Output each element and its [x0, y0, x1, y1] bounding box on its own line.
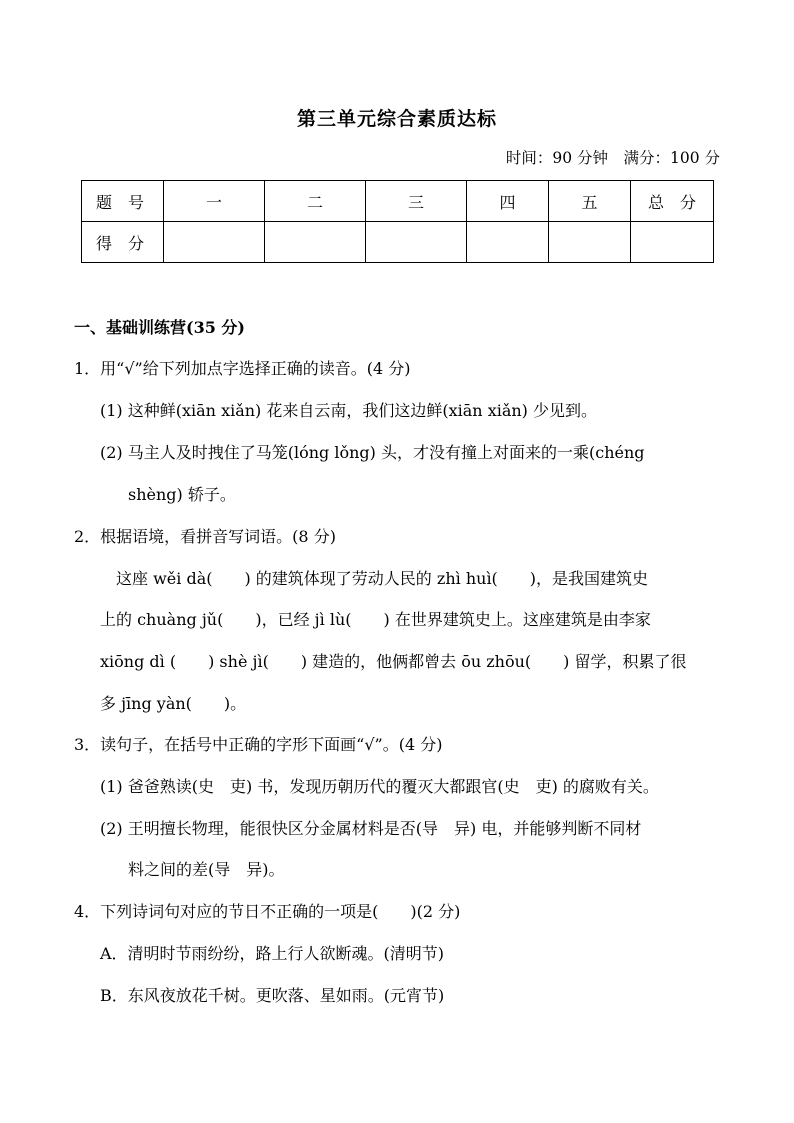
question-3: 3．读句子，在括号中正确的字形下面画“√”。(4 分) [74, 735, 443, 754]
score-field-1[interactable] [164, 222, 265, 263]
question-1-item-2-line-2: shèng) 轿子。 [128, 485, 236, 504]
score-field-total[interactable] [631, 222, 714, 263]
page-title: 第三单元综合素质达标 [296, 108, 497, 130]
score-field-4[interactable] [467, 222, 549, 263]
table-cell-score-label: 得 分 [82, 222, 164, 263]
score-table-score-row [82, 222, 714, 263]
question-2-passage-line-2: 上的 chuàng jǔ( )，已经 jì lù( ) 在世界建筑史上。这座建筑是由李家 [100, 610, 651, 629]
table-cell-section-1: 一 [164, 181, 265, 222]
question-3-item-2-line-2: 料之间的差(导 异)。 [128, 860, 285, 879]
question-3-item-1: (1) 爸爸熟读(史 吏) 书，发现历朝历代的覆灭大都跟官(史 吏) 的腐败有关。 [100, 777, 659, 796]
score-field-2[interactable] [265, 222, 366, 263]
question-1-item-1: (1) 这种鲜(xiān xiǎn) 花来自云南，我们这边鲜(xiān xiǎn) 少见到。 [100, 401, 598, 420]
question-3-item-2-line-1: (2) 王明擅长物理，能很快区分金属材料是否(导 异) 电，并能够判断不同材 [100, 819, 642, 838]
score-table-header-row [82, 181, 714, 222]
question-2-passage-line-4: 多 jīng yàn( )。 [100, 694, 247, 713]
table-cell-section-5: 五 [549, 181, 631, 222]
question-1-item-2-line-1 [100, 443, 722, 463]
score-field-3[interactable] [366, 222, 467, 263]
table-cell-section-2: 二 [265, 181, 366, 222]
question-4-option-b: B．东风夜放花千树。更吹落、星如雨。(元宵节) [100, 986, 445, 1005]
table-cell-section-3: 三 [366, 181, 467, 222]
question-2: 2．根据语境，看拼音写词语。(8 分) [74, 527, 336, 546]
section-heading: 一、基础训练营(35 分) [74, 318, 245, 337]
table-cell-section-4: 四 [467, 181, 549, 222]
score-field-5[interactable] [549, 222, 631, 263]
question-1: 1．用“√”给下列加点字选择正确的读音。(4 分) [74, 359, 411, 378]
question-2-passage-line-3: xiōng dì ( ) shè jì( ) 建造的，他俩都曾去 ōu zhōu( ) 留学，积累了很 [100, 652, 687, 671]
table-cell-question-number-label: 题 号 [82, 181, 164, 222]
time-and-score-info: 时间：90 分钟 满分：100 分 [505, 149, 720, 167]
question-4: 4．下列诗词句对应的节日不正确的一项是( )(2 分) [74, 902, 461, 921]
question-4-option-a: A．清明时节雨纷纷，路上行人欲断魂。(清明节) [100, 944, 445, 963]
question-2-passage-line-1: 这座 wěi dà( ) 的建筑体现了劳动人民的 zhì huì( )，是我国建筑史 [100, 569, 649, 588]
table-cell-total-label: 总 分 [631, 181, 714, 222]
score-table [81, 180, 714, 263]
question-1-item-2-text: (2) 马主人及时拽住了马笼(lóng lǒng) 头，才没有撞上对面来的一乘(chéng [100, 443, 645, 462]
